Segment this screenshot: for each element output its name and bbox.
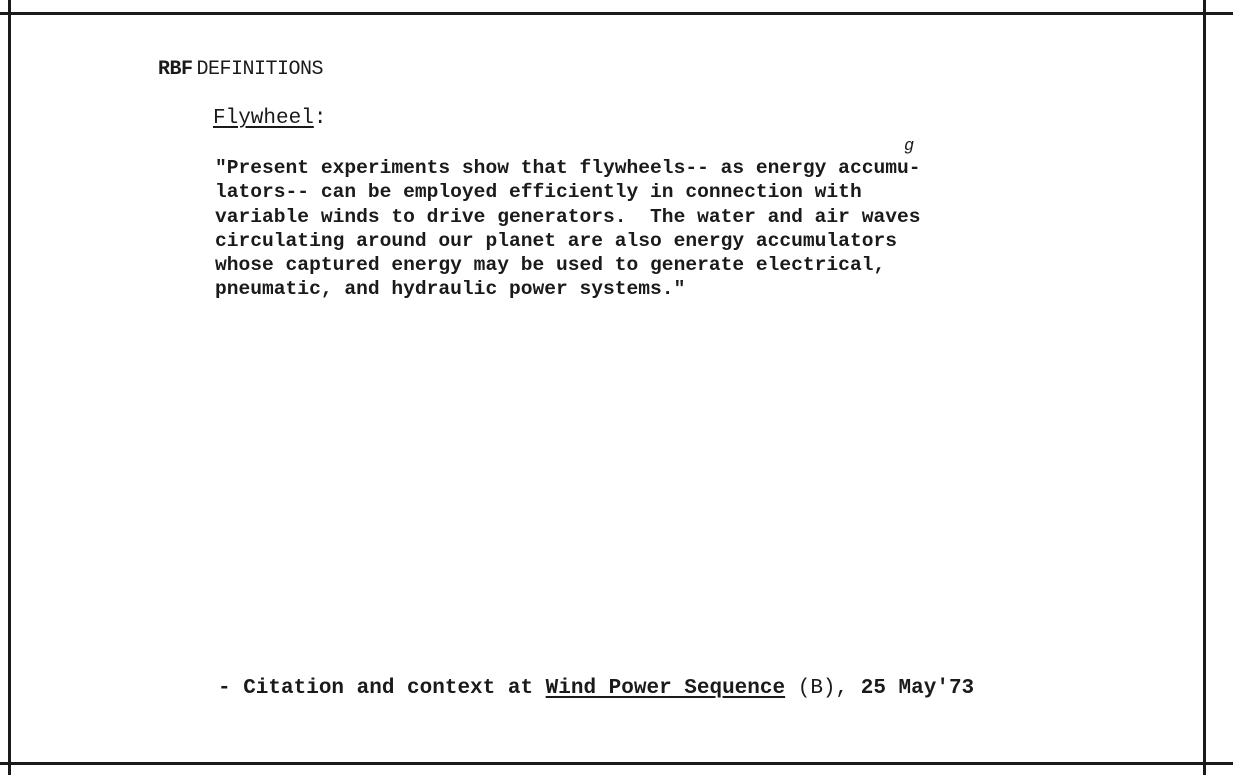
quote-line: pneumatic, and hydraulic power systems." <box>215 278 686 301</box>
page-border-right <box>1203 0 1206 775</box>
quote-line: lators-- can be employed efficiently in connection with <box>215 181 862 204</box>
quote-line: circulating around our planet are also energy accumulators <box>215 229 897 252</box>
term-colon: : <box>313 107 327 130</box>
quote-line: variable winds to drive generators. The water and air waves <box>215 205 921 228</box>
quote-line: "Present experiments show that flywheels-- as energy accumu- <box>215 157 921 179</box>
citation <box>218 677 974 700</box>
citation-link[interactable]: Wind Power Sequence <box>545 677 786 700</box>
page-header <box>158 58 323 81</box>
quote-line: whose captured energy may be used to generate electrical, <box>215 254 886 277</box>
page-border-left <box>8 0 11 775</box>
definition-quote <box>215 156 921 302</box>
citation-date: 25 May'73 <box>848 677 975 700</box>
handwritten-edit-mark: g <box>904 137 915 156</box>
citation-part: (B), <box>785 677 849 700</box>
page-border-top <box>0 12 1233 15</box>
citation-prefix: - Citation and context at <box>218 677 546 700</box>
definition-term <box>213 107 326 130</box>
term-name: Flywheel <box>213 107 314 130</box>
page-border-bottom <box>0 762 1233 765</box>
header-title: DEFINITIONS <box>196 58 324 81</box>
header-prefix: RBF <box>158 58 193 81</box>
